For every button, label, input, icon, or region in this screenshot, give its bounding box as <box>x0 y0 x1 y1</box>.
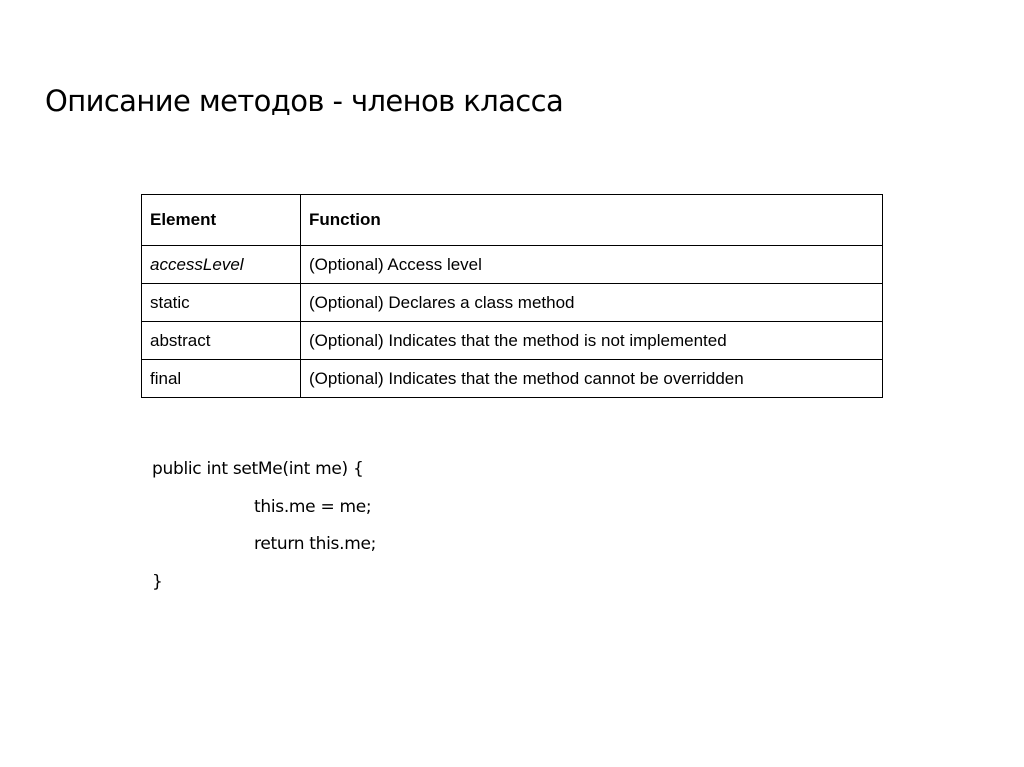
code-example <box>152 455 376 605</box>
cell-element: final <box>142 360 301 398</box>
code-line: this.me = me; <box>254 496 372 517</box>
cell-element: abstract <box>142 322 301 360</box>
header-function: Function <box>301 195 883 246</box>
code-line: public int setMe(int me) { <box>152 459 364 479</box>
cell-element: static <box>142 284 301 322</box>
cell-function: (Optional) Access level <box>301 246 883 284</box>
table-row <box>142 360 883 398</box>
method-elements-table <box>141 194 883 398</box>
code-line: return this.me; <box>254 534 377 554</box>
table-row <box>142 284 883 322</box>
cell-function: (Optional) Indicates that the method cannot be overridden <box>301 360 883 398</box>
slide-title: Описание методов - членов класса <box>45 84 564 118</box>
header-element: Element <box>142 195 301 246</box>
cell-function: (Optional) Declares a class method <box>301 284 883 322</box>
cell-element: accessLevel <box>142 246 301 284</box>
table-row <box>142 246 883 284</box>
table-header-row <box>142 195 883 246</box>
code-line: } <box>152 571 163 592</box>
table-row <box>142 322 883 360</box>
cell-function: (Optional) Indicates that the method is not implemented <box>301 322 883 360</box>
